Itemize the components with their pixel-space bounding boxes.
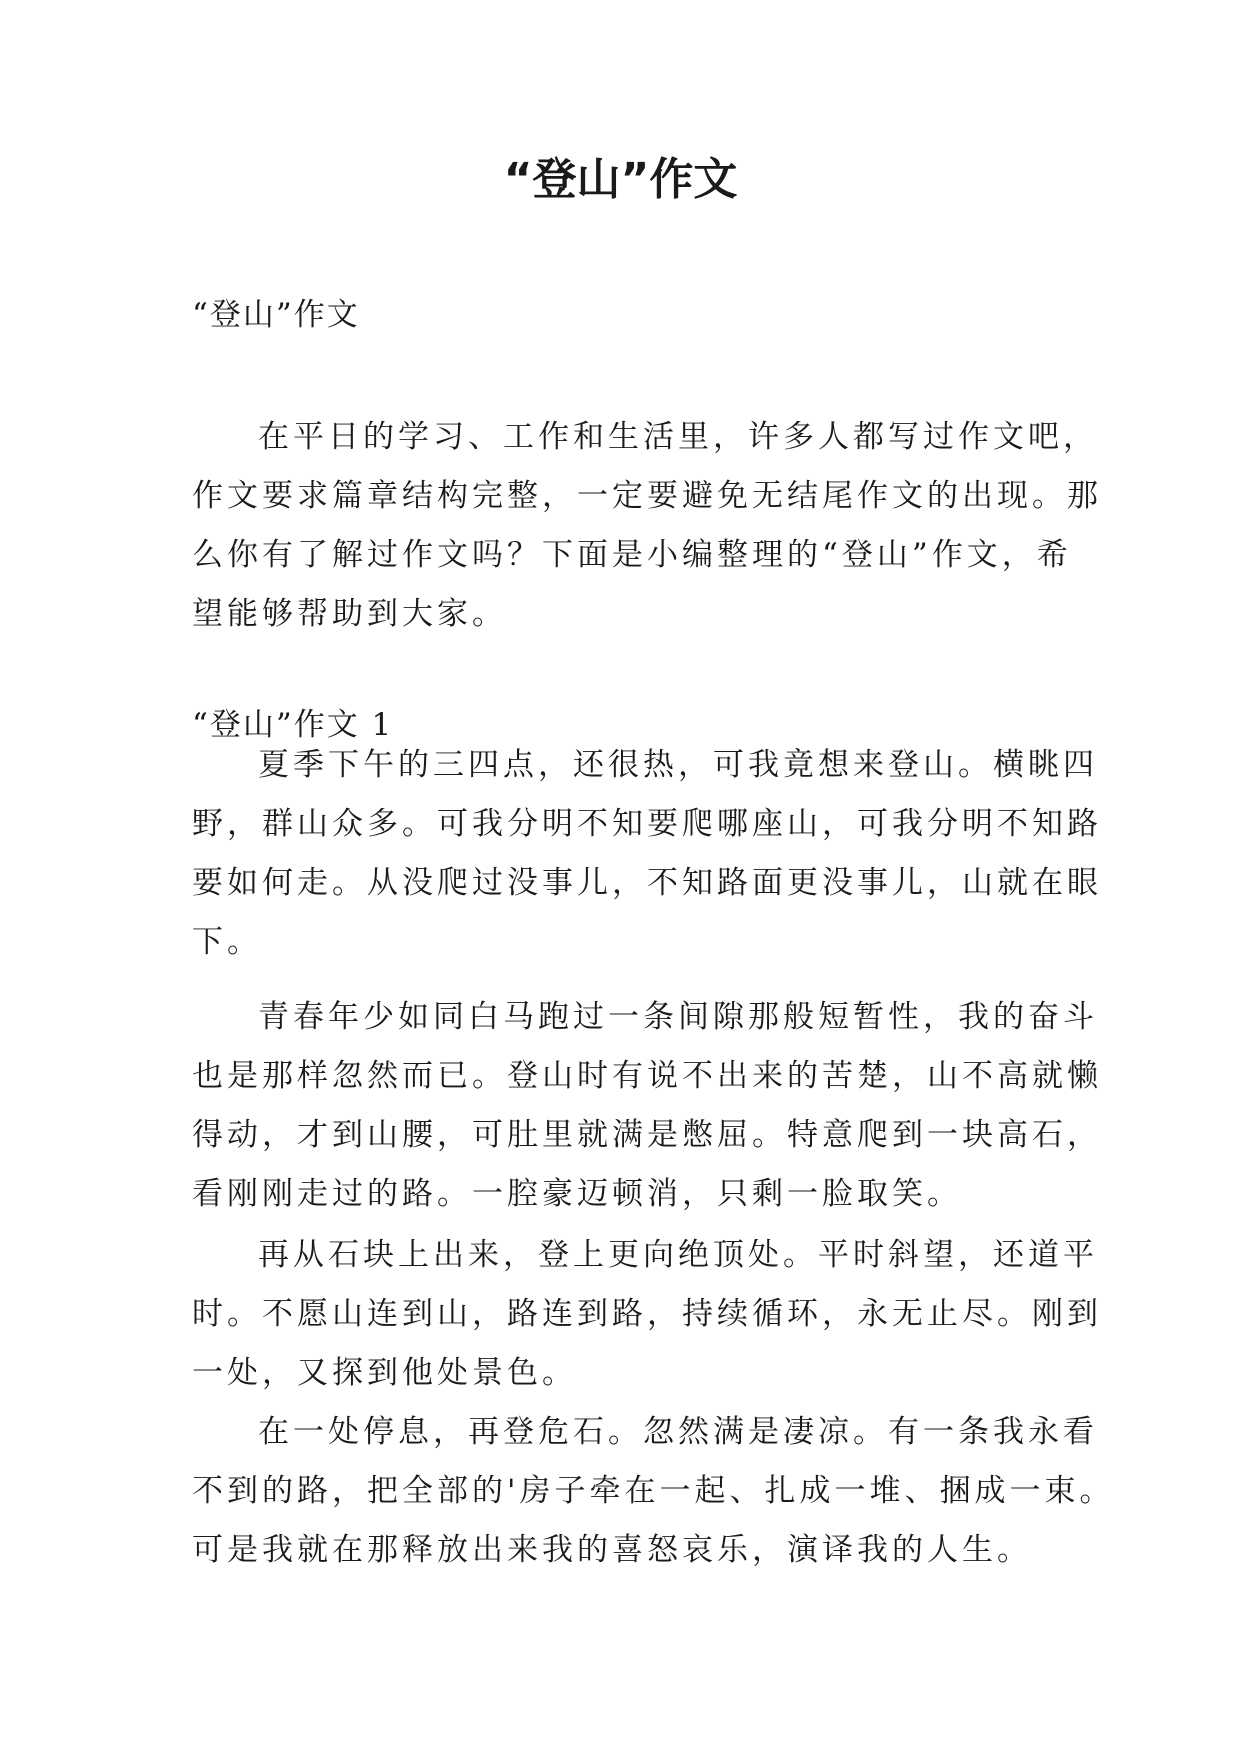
paragraph-line: 得动，才到山腰，可肚里就满是憋屈。特意爬到一块高石， xyxy=(192,1117,1102,1153)
paragraph-line: 要如何走。从没爬过没事儿，不知路面更没事儿，山就在眼 xyxy=(192,865,1102,901)
paragraph-line: 野，群山众多。可我分明不知要爬哪座山，可我分明不知路 xyxy=(192,806,1102,842)
paragraph-line: 时。不愿山连到山，路连到路，持续循环，永无止尽。刚到 xyxy=(192,1296,1102,1332)
body-paragraph-2 xyxy=(192,988,1102,1224)
paragraph-line: 下。 xyxy=(192,924,262,960)
paragraph-line: 在一处停息，再登危石。忽然满是凄凉。有一条我永看 xyxy=(258,1414,1098,1450)
paragraph-line: 不到的路，把全部的'房子牵在一起、扎成一堆、捆成一束。 xyxy=(192,1473,1115,1509)
body-paragraph-3 xyxy=(192,1226,1102,1403)
paragraph-line: 可是我就在那释放出来我的喜怒哀乐，演译我的人生。 xyxy=(192,1532,1032,1568)
paragraph-line: 青春年少如同白马跑过一条间隙那般短暂性，我的奋斗 xyxy=(258,999,1098,1035)
paragraph-line: 一处，又探到他处景色。 xyxy=(192,1355,577,1391)
paragraph-line: 再从石块上出来，登上更向绝顶处。平时斜望，还道平 xyxy=(258,1237,1098,1273)
paragraph-line: 看刚刚走过的路。一腔豪迈顿消，只剩一脸取笑。 xyxy=(192,1176,962,1212)
paragraph-line: 作文要求篇章结构完整，一定要避免无结尾作文的出现。那 xyxy=(192,478,1102,514)
paragraph-line: 么你有了解过作文吗？下面是小编整理的“登山”作文，希 xyxy=(192,537,1072,573)
document-subtitle: “登山”作文 xyxy=(192,297,360,333)
paragraph-line: 在平日的学习、工作和生活里，许多人都写过作文吧， xyxy=(258,419,1098,455)
paragraph-line: 也是那样忽然而已。登山时有说不出来的苦楚，山不高就懒 xyxy=(192,1058,1102,1094)
document-title: “登山”作文 xyxy=(503,154,738,205)
body-paragraph-1 xyxy=(192,736,1102,972)
intro-paragraph xyxy=(192,408,1102,644)
paragraph-line: 望能够帮助到大家。 xyxy=(192,596,507,632)
section-heading: “登山”作文 1 xyxy=(192,707,394,743)
paragraph-line: 夏季下午的三四点，还很热，可我竟想来登山。横眺四 xyxy=(258,747,1098,783)
body-paragraph-4 xyxy=(192,1403,1115,1580)
